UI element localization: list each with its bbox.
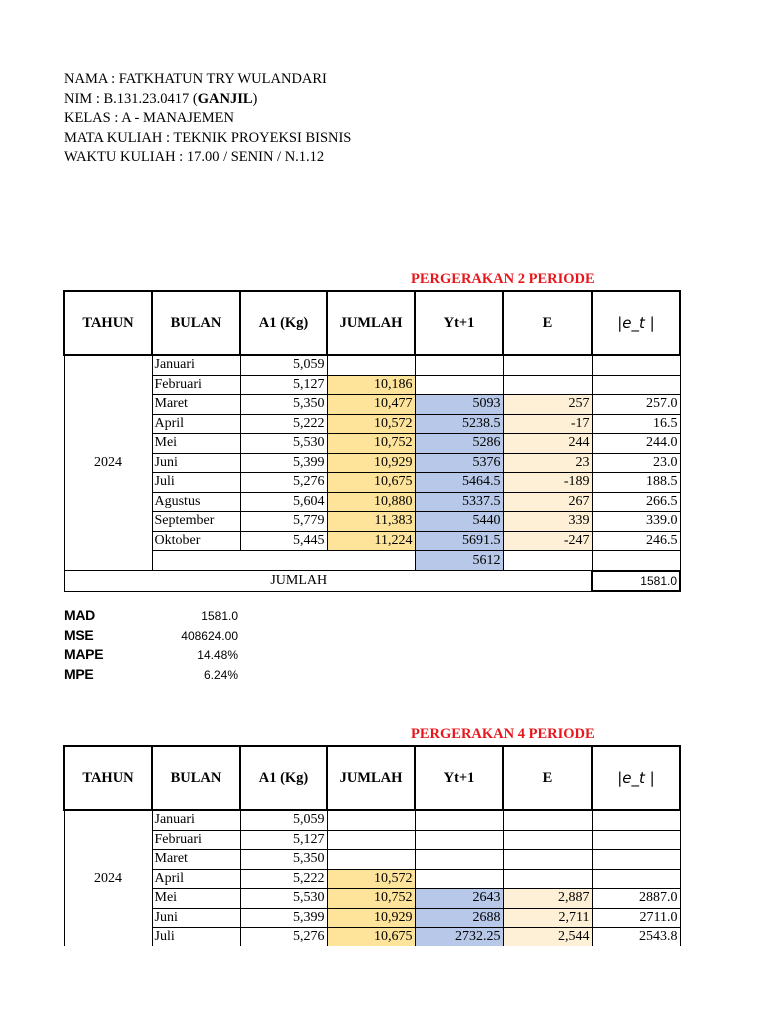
a1-cell: 5,222 xyxy=(240,869,327,889)
forecast-cell: 5691.5 xyxy=(415,531,503,551)
month-cell: Maret xyxy=(152,395,240,415)
col-header-a1: A1 (Kg) xyxy=(240,291,327,355)
blank-cell xyxy=(152,551,415,571)
jumlah-cell: 10,752 xyxy=(327,889,415,909)
abs-error-cell xyxy=(592,830,680,850)
a1-cell: 5,222 xyxy=(240,414,327,434)
student-name: NAMA : FATKHATUN TRY WULANDARI xyxy=(64,71,327,87)
abs-error-cell: 2543.8 xyxy=(592,928,680,948)
table-row xyxy=(64,453,680,473)
col-header-a1: A1 (Kg) xyxy=(240,746,327,810)
month-cell: Mei xyxy=(152,889,240,909)
month-cell: Agustus xyxy=(152,492,240,512)
month-cell: Oktober xyxy=(152,531,240,551)
col-header-e: E xyxy=(503,746,592,810)
month-cell: Juli xyxy=(152,473,240,493)
abs-error-cell: 339.0 xyxy=(592,512,680,532)
error-cell xyxy=(503,375,592,395)
forecast-cell xyxy=(415,810,503,830)
table-row xyxy=(64,473,680,493)
a1-cell: 5,276 xyxy=(240,473,327,493)
month-cell: September xyxy=(152,512,240,532)
total-value: 1581.0 xyxy=(592,571,680,592)
jumlah-cell: 10,477 xyxy=(327,395,415,415)
a1-cell: 5,350 xyxy=(240,395,327,415)
forecast-cell xyxy=(415,830,503,850)
table-row xyxy=(64,395,680,415)
month-cell: April xyxy=(152,869,240,889)
table-row xyxy=(64,492,680,512)
jumlah-cell xyxy=(327,830,415,850)
abs-error-cell: 23.0 xyxy=(592,453,680,473)
abs-error-cell: 244.0 xyxy=(592,434,680,454)
jumlah-cell xyxy=(327,810,415,830)
jumlah-cell: 10,675 xyxy=(327,928,415,948)
col-header-bulan: BULAN xyxy=(152,291,240,355)
abs-error-cell xyxy=(592,869,680,889)
error-cell xyxy=(503,810,592,830)
forecast-cell: 5337.5 xyxy=(415,492,503,512)
abs-error-cell xyxy=(592,810,680,830)
jumlah-cell: 11,383 xyxy=(327,512,415,532)
error-cell: 2,887 xyxy=(503,889,592,909)
blank-cell xyxy=(592,551,680,571)
forecast-cell xyxy=(415,375,503,395)
forecast-next-row xyxy=(64,551,680,571)
month-cell: Maret xyxy=(152,850,240,870)
error-cell: 2,544 xyxy=(503,928,592,948)
abs-error-cell xyxy=(592,355,680,375)
abs-error-cell xyxy=(592,850,680,870)
abs-error-cell: 2711.0 xyxy=(592,908,680,928)
forecast-cell: 5464.5 xyxy=(415,473,503,493)
table-row xyxy=(64,414,680,434)
student-class: KELAS : A - MANAJEMEN xyxy=(64,110,234,126)
col-header-yt1: Yt+1 xyxy=(415,291,503,355)
col-header-jumlah: JUMLAH xyxy=(327,291,415,355)
a1-cell: 5,445 xyxy=(240,531,327,551)
error-cell xyxy=(503,355,592,375)
col-header-abs-error: |e_t | xyxy=(592,291,680,355)
table-row xyxy=(64,928,680,948)
month-cell: Mei xyxy=(152,434,240,454)
page-bottom-margin xyxy=(0,946,768,1026)
error-cell: -189 xyxy=(503,473,592,493)
table-header-row xyxy=(64,291,680,355)
forecast-next-cell: 5612 xyxy=(415,551,503,571)
forecast-cell: 5286 xyxy=(415,434,503,454)
col-header-tahun: TAHUN xyxy=(64,291,152,355)
table-header-row xyxy=(64,746,680,810)
course-time: WAKTU KULIAH : 17.00 / SENIN / N.1.12 xyxy=(64,149,325,165)
col-header-yt1: Yt+1 xyxy=(415,746,503,810)
student-nim: NIM : B.131.23.0417 (GANJIL) xyxy=(64,90,258,107)
forecast-cell: 5093 xyxy=(415,395,503,415)
month-cell: April xyxy=(152,414,240,434)
table-row xyxy=(64,512,680,532)
abs-error-cell: 2887.0 xyxy=(592,889,680,909)
a1-cell: 5,604 xyxy=(240,492,327,512)
month-cell: Februari xyxy=(152,375,240,395)
month-cell: Januari xyxy=(152,810,240,830)
error-cell xyxy=(503,850,592,870)
course-name: MATA KULIAH : TEKNIK PROYEKSI BISNIS xyxy=(64,129,352,146)
a1-cell: 5,059 xyxy=(240,810,327,830)
moving-average-2-table xyxy=(63,290,681,592)
jumlah-cell xyxy=(327,850,415,870)
a1-cell: 5,059 xyxy=(240,355,327,375)
abs-error-cell: 188.5 xyxy=(592,473,680,493)
abs-error-cell: 16.5 xyxy=(592,414,680,434)
error-cell xyxy=(503,869,592,889)
error-cell: 267 xyxy=(503,492,592,512)
table2-title: PERGERAKAN 4 PERIODE xyxy=(411,726,595,742)
month-cell: Februari xyxy=(152,830,240,850)
total-row xyxy=(64,571,680,592)
month-cell: Juni xyxy=(152,908,240,928)
error-cell: 2,711 xyxy=(503,908,592,928)
jumlah-cell: 10,929 xyxy=(327,453,415,473)
table-row xyxy=(64,434,680,454)
table-row xyxy=(64,375,680,395)
table-row xyxy=(64,908,680,928)
a1-cell: 5,530 xyxy=(240,434,327,454)
table-row xyxy=(64,355,680,375)
nim-parity: GANJIL xyxy=(197,90,253,107)
abs-error-cell: 246.5 xyxy=(592,531,680,551)
error-cell: -247 xyxy=(503,531,592,551)
a1-cell: 5,399 xyxy=(240,453,327,473)
table1-title: PERGERAKAN 2 PERIODE xyxy=(411,271,595,287)
forecast-cell xyxy=(415,869,503,889)
a1-cell: 5,779 xyxy=(240,512,327,532)
student-info xyxy=(64,70,351,168)
a1-cell: 5,127 xyxy=(240,375,327,395)
jumlah-cell: 10,572 xyxy=(327,414,415,434)
blank-cell xyxy=(503,551,592,571)
table-row xyxy=(64,531,680,551)
year-cell: 2024 xyxy=(64,810,152,947)
abs-error-cell: 266.5 xyxy=(592,492,680,512)
year-cell: 2024 xyxy=(64,355,152,571)
jumlah-cell: 11,224 xyxy=(327,531,415,551)
a1-cell: 5,350 xyxy=(240,850,327,870)
error-cell: 257 xyxy=(503,395,592,415)
jumlah-cell: 10,186 xyxy=(327,375,415,395)
col-header-jumlah: JUMLAH xyxy=(327,746,415,810)
error-cell xyxy=(503,830,592,850)
a1-cell: 5,399 xyxy=(240,908,327,928)
month-cell: Juni xyxy=(152,453,240,473)
forecast-cell xyxy=(415,355,503,375)
col-header-abs-error: |e_t | xyxy=(592,746,680,810)
month-cell: Juli xyxy=(152,928,240,948)
table-row xyxy=(64,889,680,909)
jumlah-cell xyxy=(327,355,415,375)
col-header-e: E xyxy=(503,291,592,355)
abs-error-cell: 257.0 xyxy=(592,395,680,415)
moving-average-4-table xyxy=(63,745,681,948)
jumlah-cell: 10,572 xyxy=(327,869,415,889)
forecast-cell: 2688 xyxy=(415,908,503,928)
forecast-cell: 5376 xyxy=(415,453,503,473)
error-cell: 339 xyxy=(503,512,592,532)
jumlah-cell: 10,929 xyxy=(327,908,415,928)
error-cell: 244 xyxy=(503,434,592,454)
a1-cell: 5,127 xyxy=(240,830,327,850)
jumlah-cell: 10,752 xyxy=(327,434,415,454)
table-row xyxy=(64,810,680,830)
total-label: JUMLAH xyxy=(64,571,592,592)
abs-error-cell xyxy=(592,375,680,395)
jumlah-cell: 10,880 xyxy=(327,492,415,512)
month-cell: Januari xyxy=(152,355,240,375)
jumlah-cell: 10,675 xyxy=(327,473,415,493)
col-header-tahun: TAHUN xyxy=(64,746,152,810)
forecast-cell: 2732.25 xyxy=(415,928,503,948)
a1-cell: 5,530 xyxy=(240,889,327,909)
forecast-cell: 2643 xyxy=(415,889,503,909)
col-header-bulan: BULAN xyxy=(152,746,240,810)
table-row xyxy=(64,869,680,889)
table-row xyxy=(64,850,680,870)
error-cell: -17 xyxy=(503,414,592,434)
error-cell: 23 xyxy=(503,453,592,473)
forecast-cell xyxy=(415,850,503,870)
forecast-cell: 5440 xyxy=(415,512,503,532)
table-row xyxy=(64,830,680,850)
a1-cell: 5,276 xyxy=(240,928,327,948)
forecast-cell: 5238.5 xyxy=(415,414,503,434)
